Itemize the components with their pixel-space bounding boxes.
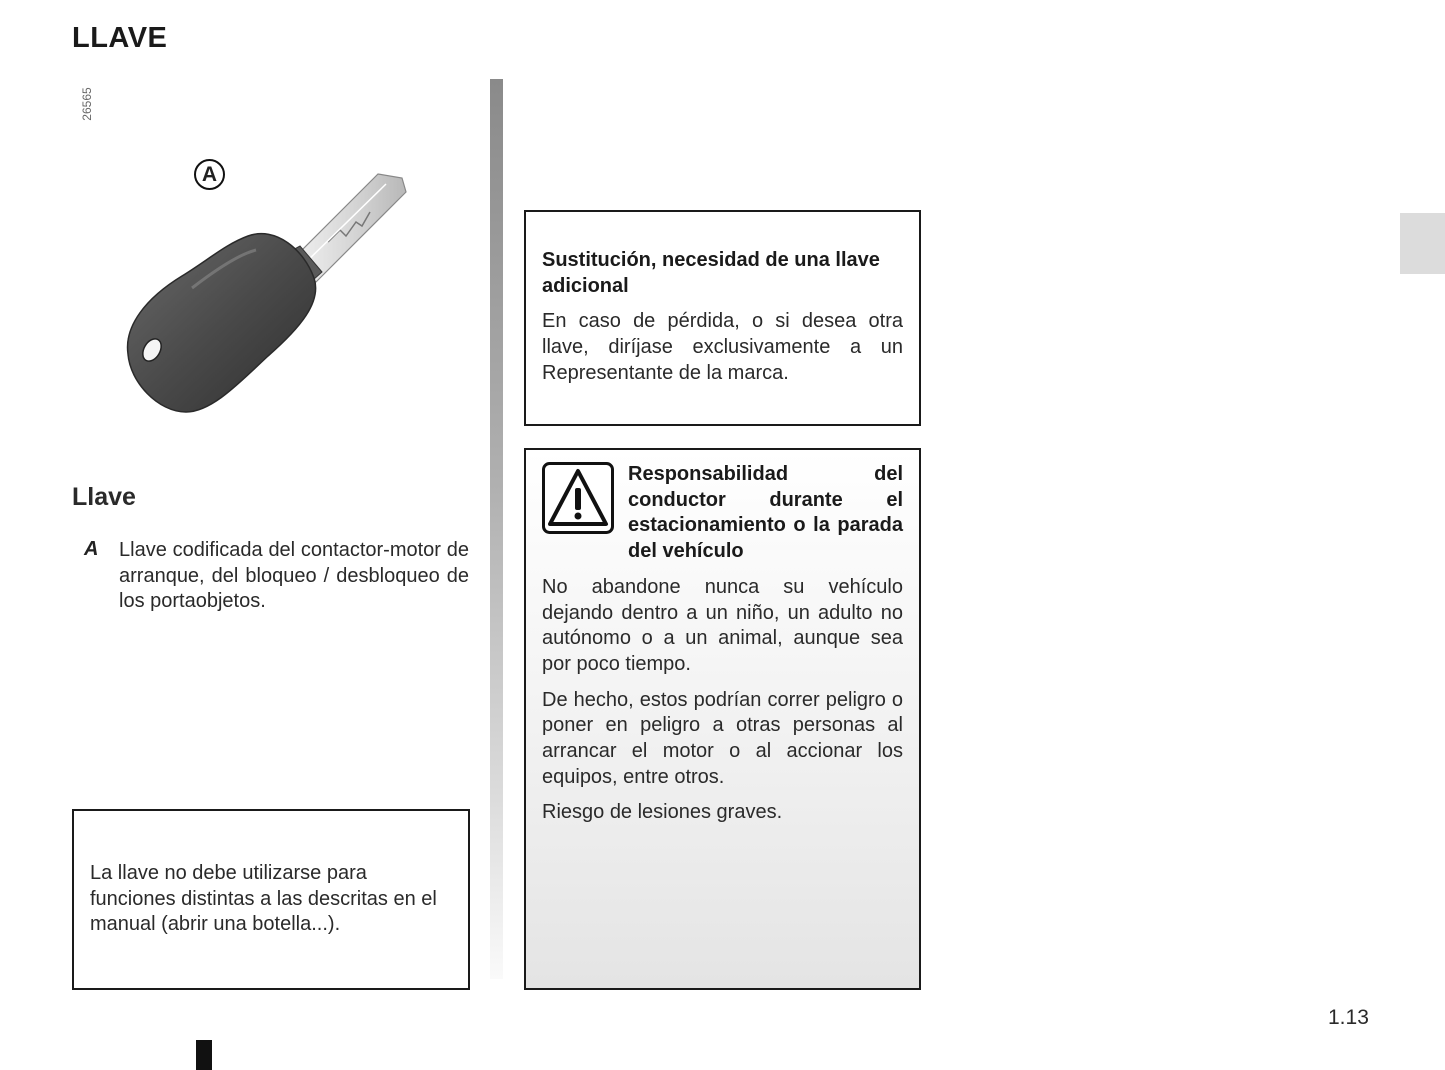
legend-letter: A — [84, 538, 99, 560]
key-illustration — [100, 150, 440, 430]
page-title: LLAVE — [72, 22, 168, 54]
warning-paragraph: De hecho, estos podrían correr peligro o poner en peligro a otras personas al arrancar el motor o al accionar los equipos, entre otros. — [542, 688, 903, 788]
column-divider — [490, 79, 503, 979]
warning-triangle-icon — [542, 462, 614, 534]
crop-mark — [196, 1040, 212, 1070]
warning-paragraph: Riesgo de lesiones graves. — [542, 801, 783, 824]
page-number: 1.13 — [1328, 1006, 1369, 1029]
legend-text: Llave codificada del contactor-motor de arranque, del bloqueo / desbloqueo de los portaobjetos. — [119, 539, 469, 613]
info-heading: Sustitución, necesidad de una llave adicional — [542, 249, 880, 297]
info-text: En caso de pérdida, o si desea otra llave, diríjase exclusivamente a un Representante de la marca. — [542, 310, 903, 384]
key-head — [128, 234, 316, 412]
warning-title: Responsabilidad del conductor durante el estacionamiento o la parada del vehículo — [628, 463, 903, 563]
note-text: La llave no debe utilizarse para funciones distintas a las descritas en el manual (abrir una botella...). — [90, 862, 437, 936]
info-box — [524, 210, 921, 426]
callout-a: A — [194, 159, 225, 190]
chapter-tab — [1400, 213, 1445, 274]
warning-box — [524, 448, 921, 990]
warning-paragraph: No abandone nunca su vehículo dejando dentro a un niño, un adulto no autónomo o a un animal, aunque sea por poco tiempo. — [542, 575, 903, 675]
note-box — [72, 809, 470, 990]
figure-code: 26565 — [80, 87, 94, 121]
section-heading: Llave — [72, 483, 136, 511]
